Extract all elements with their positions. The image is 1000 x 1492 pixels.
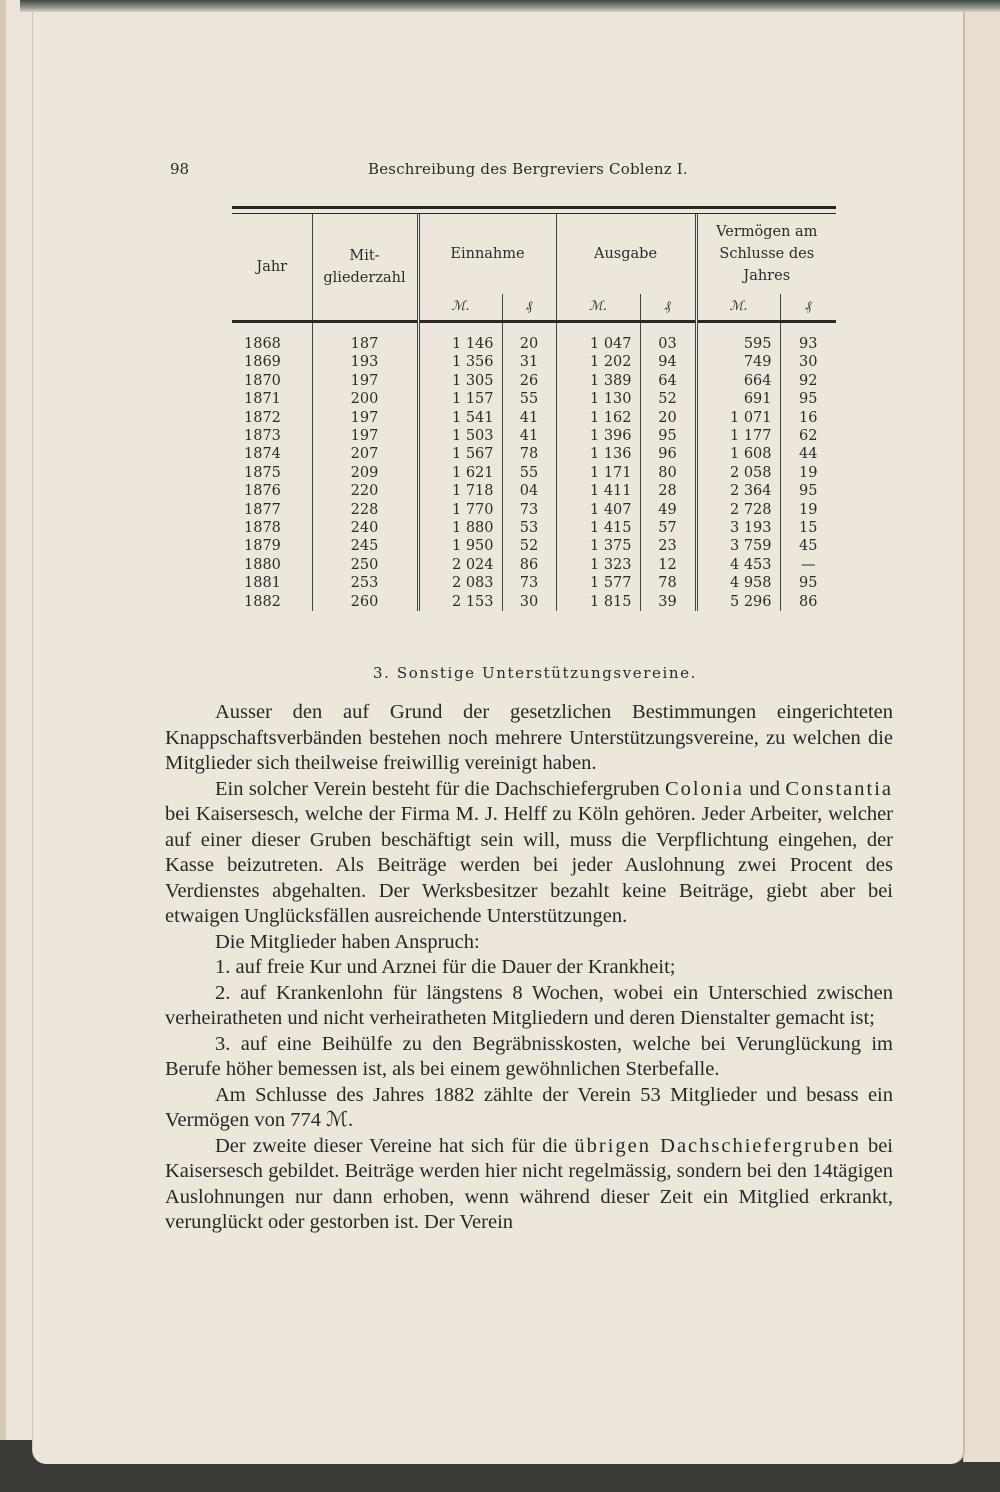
cell-members: 228 (312, 501, 418, 519)
cell-assets-pf: 45 (780, 537, 836, 555)
cell-income-m: 1 950 (418, 537, 502, 555)
cell-members: 245 (312, 537, 418, 555)
cell-exp-m: 1 396 (556, 427, 640, 445)
mine-name-colonia: Colonia (664, 777, 744, 800)
header-income: Einnahme (418, 214, 556, 294)
previous-page-edge (0, 0, 6, 1440)
unit-expenses-mark: ℳ. (556, 294, 640, 322)
cell-year: 1881 (244, 575, 281, 592)
cell-members: 197 (312, 427, 418, 445)
emphasized-phrase: übrigen Dachschiefergruben (574, 1134, 861, 1157)
cell-assets-m: 1 608 (696, 445, 780, 463)
paragraph-2-text-b: und (743, 777, 786, 800)
cell-assets-pf: 95 (780, 482, 836, 500)
cell-exp-m: 1 815 (556, 593, 640, 611)
cell-year: 1878 (244, 520, 281, 537)
cell-assets-pf: — (780, 556, 836, 574)
cell-income-m: 1 541 (418, 409, 502, 427)
cell-assets-pf: 30 (780, 353, 836, 371)
finance-table (232, 206, 836, 611)
list-item-1: 1. auf freie Kur und Arznei für die Dauer der Krankheit; (215, 956, 676, 978)
cell-assets-m: 4 453 (696, 556, 780, 574)
cell-exp-pf: 96 (640, 445, 696, 463)
cell-exp-pf: 20 (640, 409, 696, 427)
next-page-edge (963, 12, 1000, 1462)
unit-assets-pfennig: ₰ (780, 294, 836, 322)
cell-exp-pf: 12 (640, 556, 696, 574)
cell-income-m: 1 356 (418, 353, 502, 371)
cell-exp-m: 1 415 (556, 519, 640, 537)
cell-year: 1870 (244, 372, 281, 389)
table-row (232, 482, 836, 500)
cell-members: 250 (312, 556, 418, 574)
cell-year: 1874 (244, 446, 281, 463)
cell-year: 1872 (244, 409, 281, 426)
header-members (312, 214, 418, 322)
paragraph-5 (165, 1134, 893, 1236)
cell-members: 207 (312, 445, 418, 463)
cell-exp-pf: 23 (640, 537, 696, 555)
cell-assets-pf: 93 (780, 323, 836, 353)
cell-year: 1880 (244, 556, 281, 573)
unit-income-mark: ℳ. (418, 294, 502, 322)
cell-income-m: 1 718 (418, 482, 502, 500)
cell-income-m: 2 153 (418, 593, 502, 611)
cell-exp-m: 1 047 (556, 323, 640, 353)
cell-members: 200 (312, 390, 418, 408)
cell-members: 197 (312, 409, 418, 427)
cell-income-m: 2 024 (418, 556, 502, 574)
cell-year: 1875 (244, 464, 281, 481)
cell-assets-m: 2 058 (696, 464, 780, 482)
cell-exp-m: 1 323 (556, 556, 640, 574)
cell-assets-m: 664 (696, 372, 780, 390)
header-assets-line1: Vermögen am (716, 224, 818, 240)
cell-exp-m: 1 202 (556, 353, 640, 371)
list-item-2: 2. auf Krankenlohn für längstens 8 Wochen, wobei ein Unterschied zwischen verheiratheten und nicht verheiratheten Mitgliedern und deren Dienstalter gemacht ist; (165, 981, 893, 1029)
cell-assets-m: 3 193 (696, 519, 780, 537)
cell-income-pf: 86 (502, 556, 556, 574)
table-row (232, 323, 836, 353)
cell-income-m: 1 157 (418, 390, 502, 408)
table-row (232, 593, 836, 611)
cell-assets-m: 2 728 (696, 501, 780, 519)
table-row (232, 353, 836, 371)
table-row (232, 409, 836, 427)
cell-assets-pf: 95 (780, 390, 836, 408)
cell-assets-m: 595 (696, 323, 780, 353)
cell-income-m: 2 083 (418, 574, 502, 592)
cell-assets-pf: 19 (780, 501, 836, 519)
cell-members: 193 (312, 353, 418, 371)
cell-income-pf: 04 (502, 482, 556, 500)
cell-exp-pf: 95 (640, 427, 696, 445)
cell-assets-pf: 95 (780, 574, 836, 592)
table-row (232, 537, 836, 555)
cell-year: 1871 (244, 391, 281, 408)
cell-exp-pf: 57 (640, 519, 696, 537)
table-row (232, 501, 836, 519)
table-row (232, 464, 836, 482)
cell-year: 1873 (244, 428, 281, 445)
section-heading: 3. Sonstige Unterstützungsvereine. (372, 664, 698, 682)
cell-income-pf: 26 (502, 372, 556, 390)
cell-exp-pf: 78 (640, 574, 696, 592)
cell-exp-m: 1 407 (556, 501, 640, 519)
cell-assets-pf: 19 (780, 464, 836, 482)
cell-exp-pf: 94 (640, 353, 696, 371)
unit-assets-mark: ℳ. (696, 294, 780, 322)
cell-assets-m: 5 296 (696, 593, 780, 611)
cell-year: 1869 (244, 354, 281, 371)
cell-assets-m: 691 (696, 390, 780, 408)
mine-name-constantia: Constantia (785, 777, 893, 800)
cell-exp-pf: 39 (640, 593, 696, 611)
cell-income-pf: 78 (502, 445, 556, 463)
header-members-line2: gliederzahl (323, 270, 406, 286)
cell-assets-pf: 16 (780, 409, 836, 427)
cell-assets-pf: 92 (780, 372, 836, 390)
cell-exp-m: 1 162 (556, 409, 640, 427)
paragraph-3: Die Mitglieder haben Anspruch: (215, 930, 480, 953)
cell-income-m: 1 146 (418, 323, 502, 353)
cell-assets-m: 2 364 (696, 482, 780, 500)
cell-year: 1876 (244, 483, 281, 500)
cell-assets-m: 749 (696, 353, 780, 371)
cell-exp-pf: 28 (640, 482, 696, 500)
cell-income-pf: 73 (502, 574, 556, 592)
cell-members: 197 (312, 372, 418, 390)
cell-income-pf: 41 (502, 409, 556, 427)
table-top-rule (232, 206, 836, 209)
cell-assets-pf: 62 (780, 427, 836, 445)
cell-exp-pf: 03 (640, 323, 696, 353)
cell-income-m: 1 770 (418, 501, 502, 519)
running-head (170, 160, 730, 184)
header-year: Jahr (256, 259, 288, 275)
table-row (232, 519, 836, 537)
header-assets (696, 214, 836, 294)
paragraph-2-text-a: Ein solcher Verein besteht für die Dachschiefergruben (215, 777, 665, 800)
cell-exp-m: 1 136 (556, 445, 640, 463)
header-expenses: Ausgabe (556, 214, 696, 294)
header-assets-line2: Schlusse des (719, 246, 815, 262)
cell-exp-pf: 49 (640, 501, 696, 519)
cell-income-m: 1 880 (418, 519, 502, 537)
cell-exp-m: 1 171 (556, 464, 640, 482)
cell-income-pf: 55 (502, 464, 556, 482)
cell-members: 187 (312, 323, 418, 353)
cell-members: 220 (312, 482, 418, 500)
table-row (232, 574, 836, 592)
cell-income-pf: 73 (502, 501, 556, 519)
cell-income-pf: 31 (502, 353, 556, 371)
paragraph-1: Ausser den auf Grund der gesetzlichen Bestimmungen eingerichteten Knappschaftsverbänden bestehen noch mehrere Unterstützungsvereine, zu welchen die Mitglieder sich theilweise freiwillig vereinigt haben. (165, 701, 893, 774)
cell-assets-pf: 86 (780, 593, 836, 611)
cell-members: 209 (312, 464, 418, 482)
paragraph-2 (165, 777, 893, 930)
cell-assets-m: 4 958 (696, 574, 780, 592)
cell-income-m: 1 305 (418, 372, 502, 390)
cell-assets-pf: 44 (780, 445, 836, 463)
cell-year: 1877 (244, 501, 281, 518)
cell-income-pf: 55 (502, 390, 556, 408)
cell-income-pf: 20 (502, 323, 556, 353)
cell-exp-pf: 64 (640, 372, 696, 390)
cell-members: 240 (312, 519, 418, 537)
cell-income-pf: 30 (502, 593, 556, 611)
page-number: 98 (170, 160, 190, 178)
paragraph-5-text-a: Der zweite dieser Vereine hat sich für die (215, 1134, 575, 1157)
cell-income-m: 1 567 (418, 445, 502, 463)
header-assets-line3: Jahres (743, 268, 791, 284)
cell-assets-m: 1 071 (696, 409, 780, 427)
cell-assets-m: 3 759 (696, 537, 780, 555)
body-text (165, 700, 893, 1236)
cell-exp-m: 1 130 (556, 390, 640, 408)
cell-income-pf: 52 (502, 537, 556, 555)
cell-exp-m: 1 389 (556, 372, 640, 390)
cell-income-pf: 53 (502, 519, 556, 537)
running-title: Beschreibung des Bergreviers Coblenz I. (368, 160, 688, 178)
cell-exp-m: 1 411 (556, 482, 640, 500)
cell-year: 1879 (244, 538, 281, 555)
cell-exp-m: 1 577 (556, 574, 640, 592)
paragraph-5-text-b: bei Kaisersesch gebildet. Beiträge werden hier nicht regelmässig, sondern bei den 14tägigen Auslohnungen nur dann erhoben, wenn während dieser Zeit ein Mitglied erkrankt, verunglückt oder gestorben ist. Der Verein (165, 1134, 893, 1233)
book-top-edge (20, 0, 1000, 12)
unit-expenses-pfennig: ₰ (640, 294, 696, 322)
list-item-3: 3. auf eine Beihülfe zu den Begräbnisskosten, welche bei Verunglückung im Berufe höher bemessen ist, als bei einem gewöhnlichen Sterbefalle. (165, 1032, 893, 1080)
paragraph-4: Am Schlusse des Jahres 1882 zählte der Verein 53 Mitglieder und besass ein Vermögen von 774 ℳ. (165, 1083, 893, 1131)
cell-income-m: 1 503 (418, 427, 502, 445)
table-row (232, 556, 836, 574)
unit-income-pfennig: ₰ (502, 294, 556, 322)
table-row (232, 390, 836, 408)
cell-assets-m: 1 177 (696, 427, 780, 445)
cell-exp-pf: 80 (640, 464, 696, 482)
header-members-line1: Mit- (349, 248, 380, 264)
table-row (232, 445, 836, 463)
cell-members: 260 (312, 593, 418, 611)
cell-members: 253 (312, 574, 418, 592)
table-body (232, 323, 836, 611)
cell-exp-m: 1 375 (556, 537, 640, 555)
paragraph-2-text-c: bei Kaisersesch, welche der Firma M. J. Helff zu Köln gehören. Jeder Arbeiter, welcher auf einer dieser Gruben beschäftigt sein will, muss die Verpflichtung eingehen, der Kasse beizutreten. Als Beiträge werden bei jeder Auslohnung zwei Procent des Verdienstes abgehalten. Der Werksbesitzer bezahlt keine Beiträge, giebt aber bei etwaigen Unglücksfällen ausreichende Unterstützungen. (165, 803, 893, 927)
cell-year: 1868 (244, 336, 281, 352)
table-row (232, 427, 836, 445)
cell-year: 1882 (244, 593, 281, 610)
table-row (232, 372, 836, 390)
cell-assets-pf: 15 (780, 519, 836, 537)
cell-exp-pf: 52 (640, 390, 696, 408)
cell-income-m: 1 621 (418, 464, 502, 482)
cell-income-pf: 41 (502, 427, 556, 445)
